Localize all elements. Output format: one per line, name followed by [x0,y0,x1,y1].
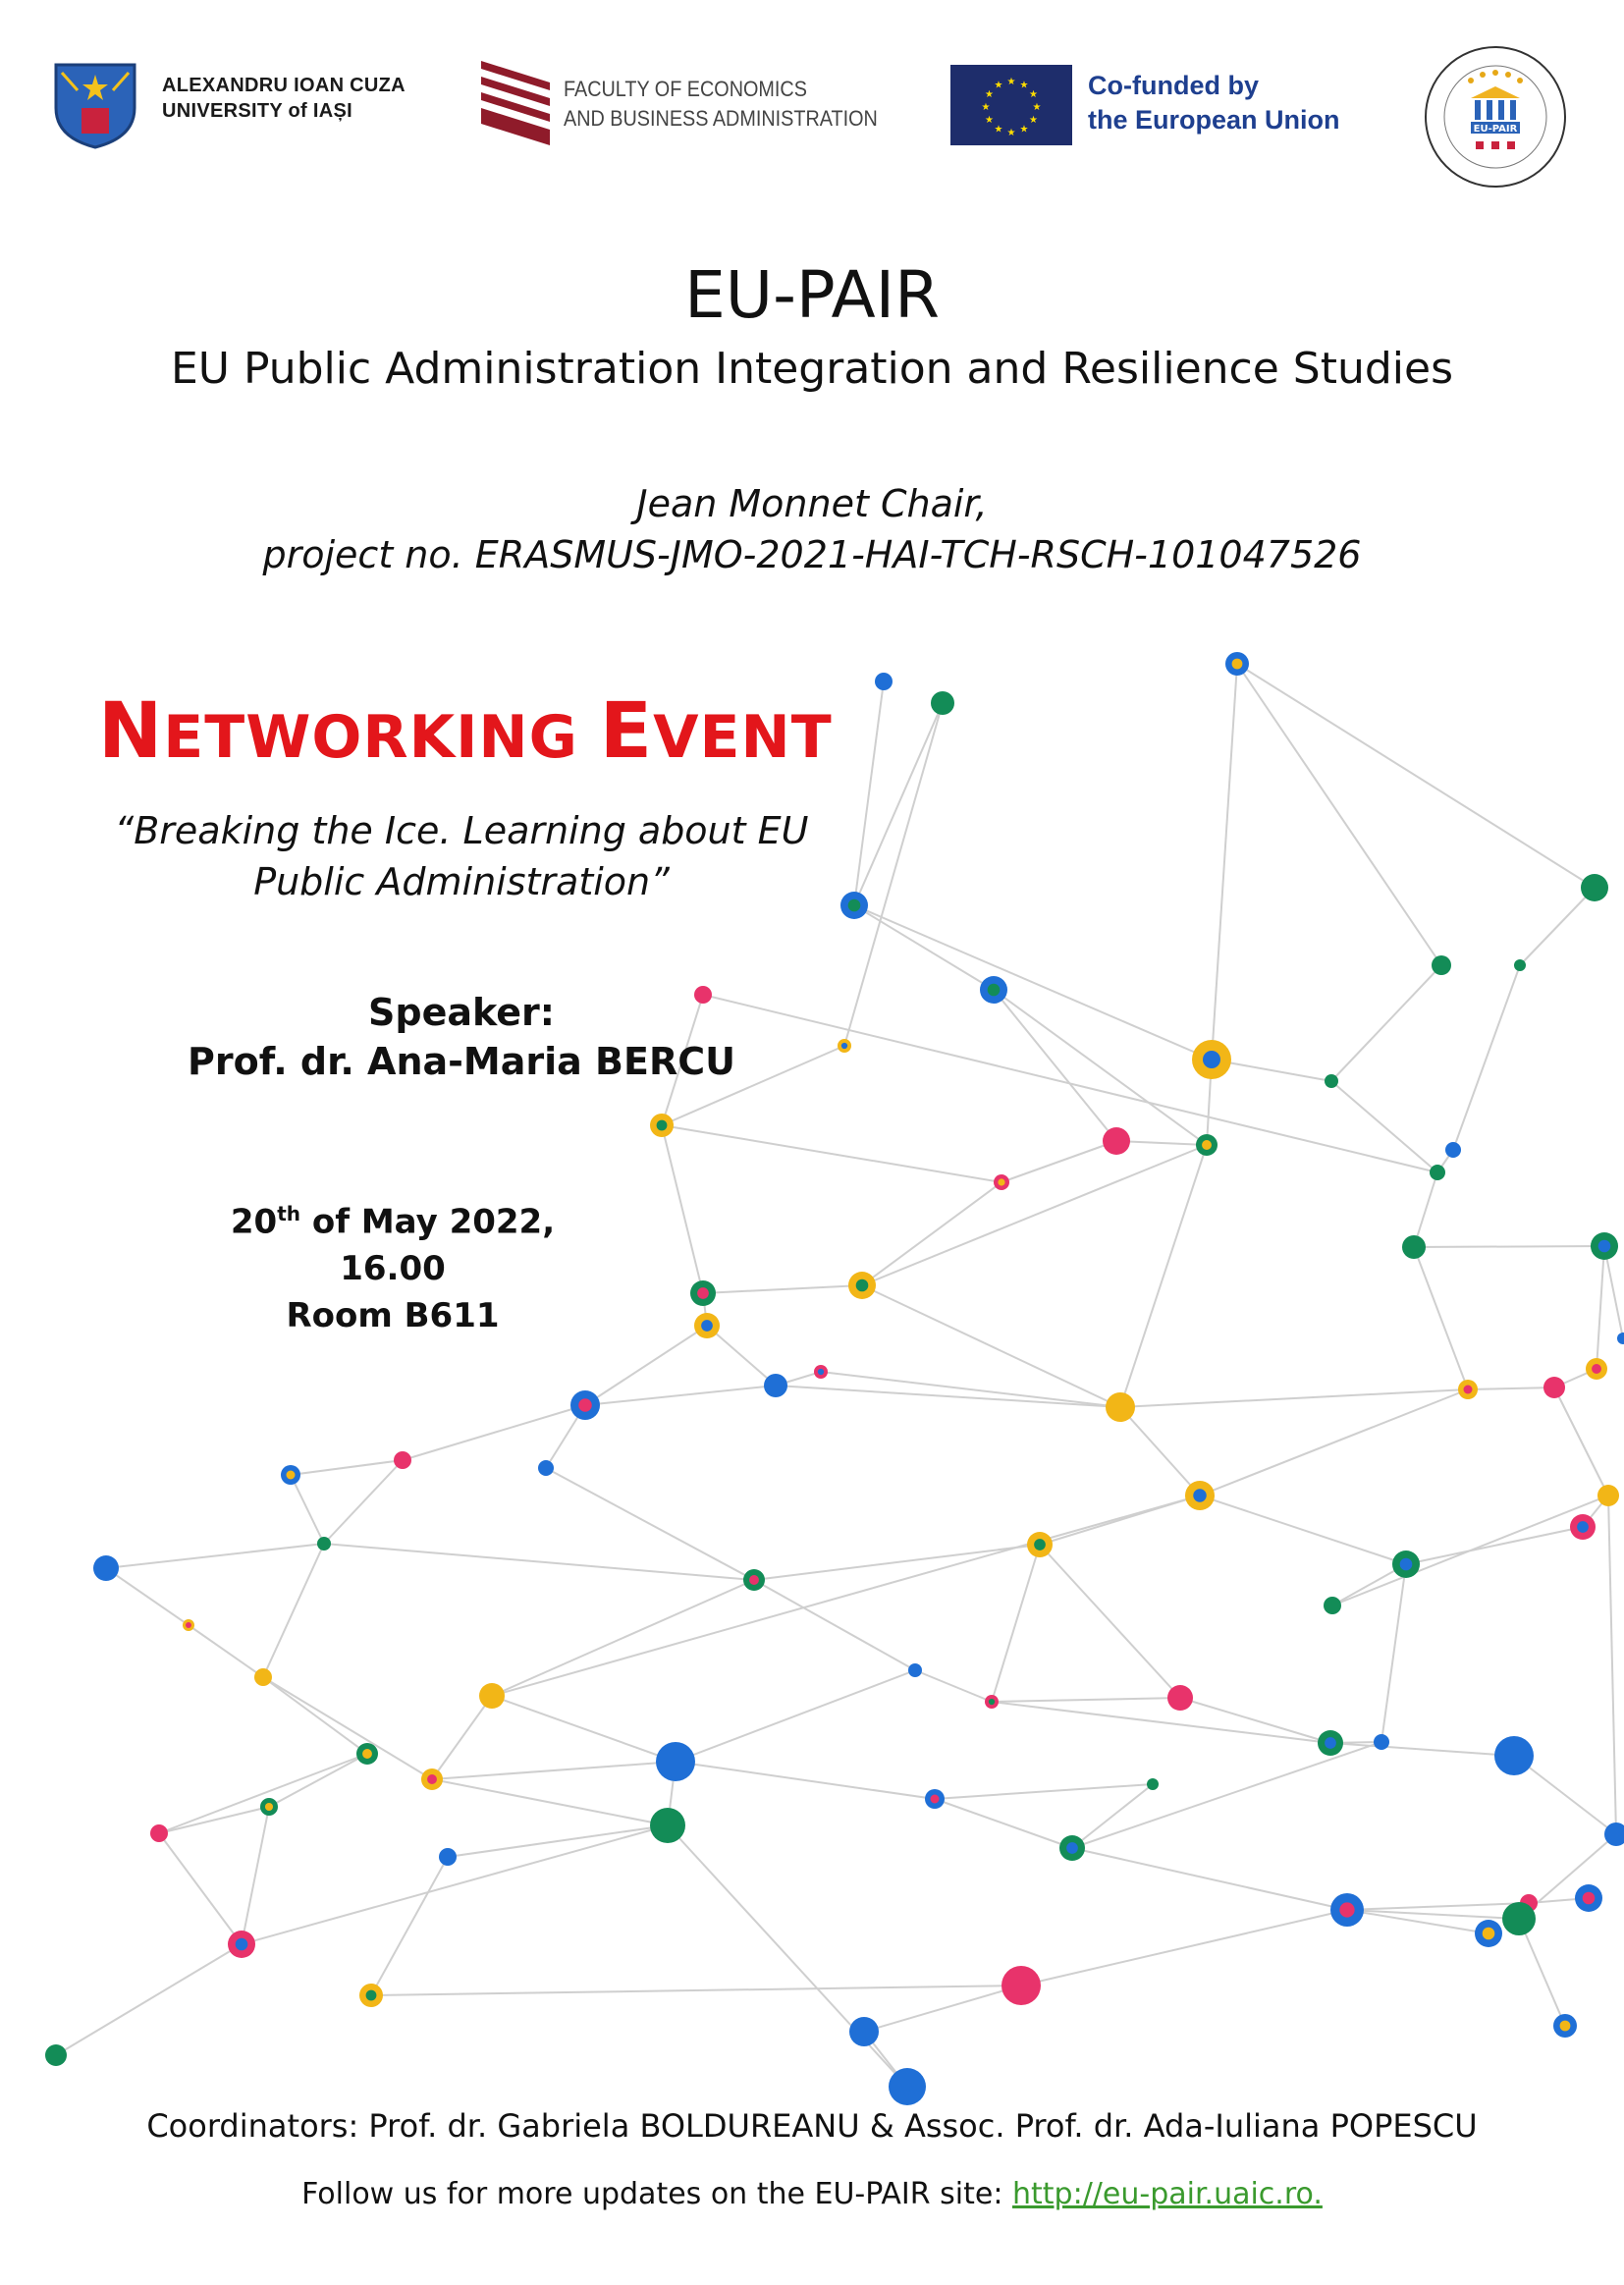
network-node [1597,1485,1619,1506]
network-node-core [1034,1539,1046,1551]
svg-text:★: ★ [984,115,994,126]
network-node [439,1848,457,1866]
network-node-core [236,1938,248,1951]
event-title: NETWORKING EVENT [98,687,833,776]
svg-text:★: ★ [1006,77,1016,87]
network-node-core [1202,1140,1212,1150]
network-node-core [578,1398,592,1412]
network-node-core [1203,1051,1220,1068]
network-node-core [1325,1737,1336,1749]
svg-text:★: ★ [1006,128,1016,138]
network-node-core [1583,1892,1596,1905]
network-node [1167,1685,1193,1711]
coordinators: Coordinators: Prof. dr. Gabriela BOLDUREANU & Assoc. Prof. dr. Ada-Iuliana POPESCU [146,2107,1478,2145]
eu-cofunded-label: Co-funded by the European Union [1088,71,1340,135]
faculty-logo [481,61,550,145]
faculty-name: FACULTY OF ECONOMICS AND BUSINESS ADMINISTRATION [564,77,878,131]
network-node [1432,955,1451,975]
network-node [650,1808,685,1843]
network-node-core [856,1279,869,1292]
event-room: Room B611 [286,1296,500,1336]
network-node-core [427,1774,437,1784]
network-node [1445,1142,1461,1158]
svg-text:★: ★ [1029,89,1039,100]
network-node-core [287,1471,296,1480]
network-node-core [1592,1364,1601,1374]
network-node [656,1742,695,1781]
network-node-core [1232,659,1243,670]
network-node [479,1683,505,1709]
svg-text:★: ★ [1019,80,1029,91]
network-node [908,1663,922,1677]
event-date: 20th of May 2022, [230,1202,556,1242]
network-node [394,1451,411,1469]
network-node-core [818,1369,824,1375]
network-node-core [1577,1521,1589,1533]
event-time: 16.00 [340,1249,446,1289]
page-subtitle: EU Public Administration Integration and Resilience Studies [170,344,1454,394]
network-node-core [1464,1386,1473,1394]
network-node-core [1400,1558,1413,1571]
network-node-core [989,1699,995,1705]
network-node [764,1374,787,1397]
network-node [1106,1392,1135,1422]
svg-text:★: ★ [984,89,994,100]
network-node-core [657,1120,668,1131]
network-node-core [1560,2021,1571,2032]
network-node [1147,1778,1159,1790]
svg-text:★: ★ [1032,102,1042,113]
network-node [1581,874,1608,901]
network-node-core [1483,1928,1495,1940]
network-node-core [366,1990,377,2001]
speaker-block [59,988,864,1086]
event-theme: “Breaking the Ice. Learning about EU Public Administration” [114,809,809,903]
network-node [1514,959,1526,971]
svg-text:★: ★ [1019,124,1029,136]
network-node [1617,1333,1624,1344]
jean-monnet-chair-seal [1422,43,1569,190]
network-node-core [1066,1842,1078,1854]
network-node-core [362,1749,372,1759]
svg-text:★: ★ [981,102,991,113]
page-title: EU-PAIR [684,257,940,333]
university-name: ALEXANDRU IOAN CUZA UNIVERSITY of IAȘI [162,75,406,122]
network-node [45,2044,67,2066]
network-node [1543,1377,1565,1398]
network-node [1374,1734,1389,1750]
network-node-core [988,984,1001,997]
network-node-core [749,1575,759,1585]
network-node-core [1193,1489,1207,1502]
network-node-core [186,1622,191,1628]
event-datetime [59,1190,727,1339]
speaker-name: Prof. dr. Ana-Maria BERCU [188,1040,735,1083]
speaker-label: Speaker: [368,991,555,1034]
network-node-core [931,1795,940,1804]
network-node-core [1598,1240,1611,1253]
network-node [1402,1235,1426,1259]
svg-text:★: ★ [994,124,1003,136]
network-node [931,691,954,715]
network-node [889,2068,926,2105]
network-node [1001,1966,1041,2005]
network-node-core [1339,1902,1354,1917]
project-reference: Jean Monnet Chair, project no. ERASMUS-JMO-2021-HAI-TCH-RSCH-101047526 [262,482,1362,576]
network-node [1494,1736,1534,1775]
network-node [1103,1127,1130,1155]
network-node [254,1668,272,1686]
network-node [849,2017,879,2046]
network-node [1325,1074,1338,1088]
site-link[interactable]: http://eu-pair.uaic.ro. [1012,2177,1323,2211]
network-node [538,1460,554,1476]
svg-text:★: ★ [1029,115,1039,126]
network-node [317,1537,331,1551]
eu-flag-icon [950,65,1072,145]
follow-line: Follow us for more updates on the EU-PAIR site: http://eu-pair.uaic.ro. [301,2177,1323,2211]
network-node [1430,1165,1445,1180]
svg-text:EU-PAIR: EU-PAIR [1473,124,1518,135]
svg-text:★: ★ [994,80,1003,91]
network-node [150,1824,168,1842]
university-shield-logo [52,61,138,149]
network-node-core [265,1803,273,1811]
network-node [1324,1597,1341,1614]
network-node [875,673,893,690]
network-node [93,1555,119,1581]
network-node [1502,1902,1536,1935]
network-node-core [998,1178,1004,1185]
